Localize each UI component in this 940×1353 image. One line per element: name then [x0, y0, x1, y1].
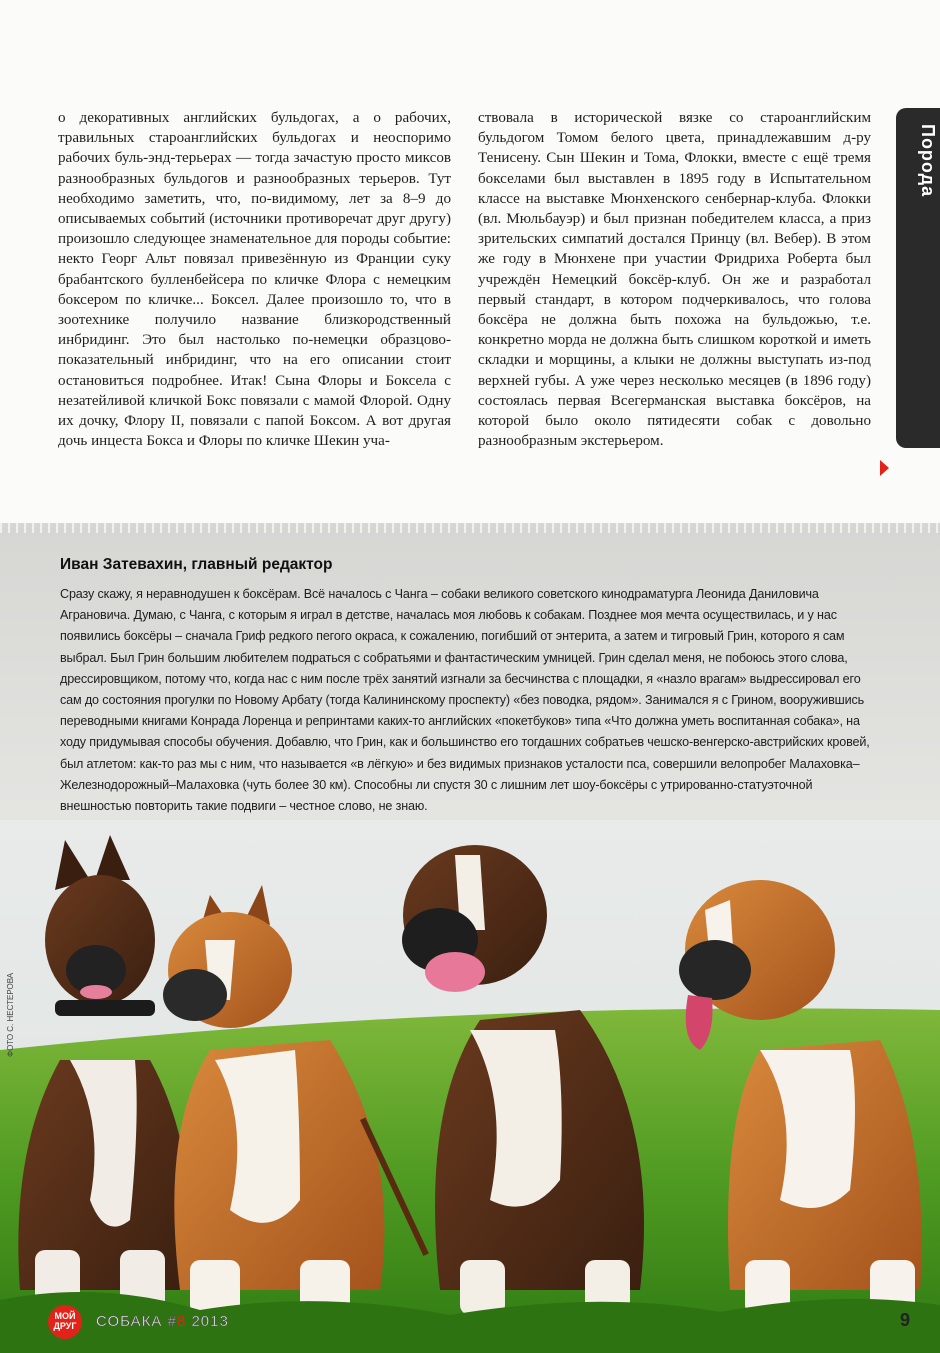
magazine-name: СОБАКА #	[96, 1313, 177, 1330]
panel-divider	[0, 523, 940, 533]
logo-line-2: ДРУГ	[53, 1321, 77, 1331]
issue-year: 2013	[186, 1313, 229, 1330]
boxer-dogs-photo	[0, 820, 940, 1353]
photo-credit: ФОТО С. НЕСТЕРОВА	[6, 972, 15, 1057]
logo-line-1: МОЙ	[54, 1311, 76, 1321]
magazine-logo	[48, 1305, 82, 1339]
article-text-right: ствовала в исторической вязке со староанглийским бульдогом Томом белого цвета, принадлежавшим д-ру Тенисену. Сын Шекин и Тома, Флокки, вместе с ещё тремя бокселами был выставлен в 1895 году в Испытательном классе на выставке Мюнхенского сенбернар-клуба. Флокки (вл. Мюльбауэр) и был признан победителем класса, а приз зрительских симпатий достался Принцу (вл. Вебер). В этом же году в Мюнхене при участии Фридриха Роберта был учреждён Немецкий боксёр-клуб. Он же и разработал первый стандарт, в котором подчеркивалось, что голова боксёра не должна быть похожа на бульдожью, т.е. конкретно морда не должна быть слишком короткой и иметь складки и морщины, а клыки не должны выступать из-под верхней губы. А уже через несколько месяцев (в 1896 году) состоялась первая Всегерманская выставка боксёров, на которой было около пятидесяти собак с довольно разнообразным экстерьером.	[478, 110, 871, 450]
article-text-left: о декоративных английских бульдогах, а о рабочих, травильных староанглийских бульдогах и неоспоримо рабочих буль-энд-терьерах — тогда зачастую просто миксов разнообразных бульдогов и разнообразных терьеров. Тут необходимо заметить, что, по-видимому, лет за 8–9 до описываемых событий (источники противоречат друг другу) произошло следующее знаменательное для породы событие: некто Георг Альт повязал привезённую из Франции суку брабантского булленбейсера по кличке Флора с немецким боксером по кличке... Боксел. Далее произошло то, что в зоотехнике получило название близкородственный инбридинг. Это был настолько по-немецки образцово-показательный инбридинг, что на его описании стоит остановиться подробнее. Итак! Сына Флоры и Боксела с незатейливой кличкой Бокс повязали с мамой Флорой. Одну их дочку, Флору II, повязали с папой Боксом. А вот другая дочь инцеста Бокса и Флоры по кличке Шекин уча-	[58, 110, 451, 450]
section-tab-label: Порода	[918, 124, 938, 198]
issue-number: 8	[176, 1313, 187, 1330]
boxer-dogs-illustration	[0, 820, 940, 1353]
editor-note-text: Сразу скажу, я неравнодушен к боксёрам. Всё началось с Чанга – собаки великого советского кинодраматурга Леонида Даниловича Аграновича. Думаю, с Чанга, с которым я играл в детстве, началась моя любовь к собакам. Позднее моя мечта осуществилась, и у нас появились боксёры – сначала Гриф редкого пегого окраса, к сожалению, погибший от энтерита, а затем и тигровый Грин, которого я сам выбрал. Был Грин большим любителем подраться с собратьями и фантастическим умницей. Грин сделал меня, не побоюсь этого слова, дрессировщиком, потому что, когда нас с ним после трёх занятий изгнали за бесчинства с площадки, я «назло врагам» выдрессировал его сам до состояния прогулки по Новому Арбату (тогда Калининскому проспекту) «без поводка, рядом». Занимался я с Грином, вооружившись переводными книгами Конрада Лоренца и репринтами каких-то английских «покетбуков» типа «Что должна уметь воспитанная собака», на ходу придумывая способы обучения. Добавлю, что Грин, как и большинство его тогдашних собратьев чешско-венгерско-австрийских кровей, был атлетом: как-то раз мы с ним, что называется «в лёгкую» и без видимых признаков усталости пса, совершили велопробег Малаховка–Железнодорожный–Малаховка (чуть более 30 км). Способны ли спустя 30 с лишним лет шоу-боксёры с утрированно-статуэточной внешностью повторить такие подвиги – честное слово, не знаю.	[60, 587, 870, 814]
page-number: 9	[900, 1310, 911, 1330]
editor-note-body	[60, 584, 885, 817]
magazine-title	[96, 1313, 229, 1330]
article-column-left	[58, 108, 451, 451]
article-column-right	[478, 108, 871, 451]
editor-note-heading: Иван Затевахин, главный редактор	[60, 556, 333, 573]
continue-arrow-icon	[880, 460, 889, 476]
